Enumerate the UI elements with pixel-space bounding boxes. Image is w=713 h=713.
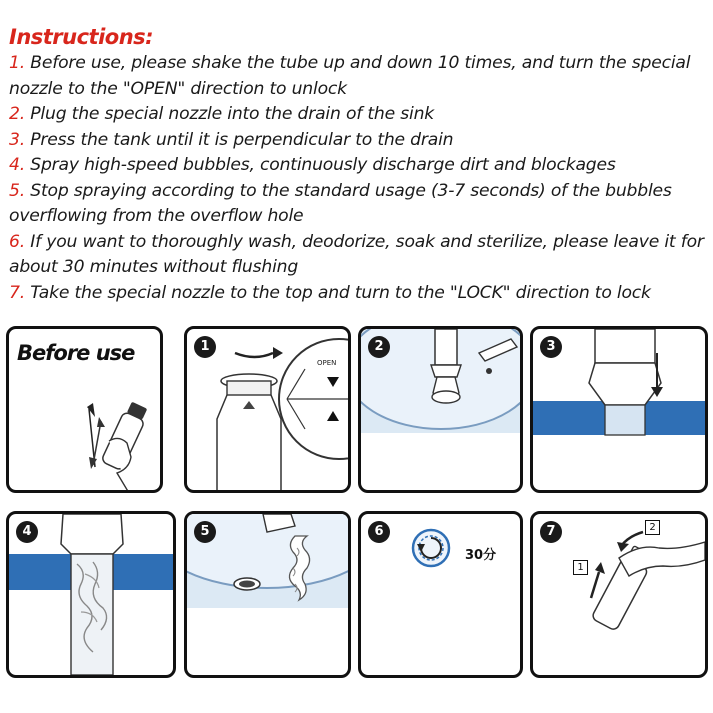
direction-mark-2: 2 [645,520,660,535]
step-text: Press the tank until it is perpendicular to the drain [25,129,454,150]
instruction-step-1 [9,51,709,102]
panel-before-use [6,326,163,493]
instruction-step-5 [9,179,709,230]
step-number: 1. [9,53,25,73]
step-text: Spray high-speed bubbles, continuously discharge dirt and blockages [25,155,616,175]
step-badge: 7 [540,521,562,543]
step-badge: 4 [16,521,38,543]
instruction-step-4 [9,153,709,179]
step-number: 6. [9,231,25,252]
step-text: Stop spraying according to the standard usage (3-7 seconds) of the bubbles overflowing from the overflow hole [9,180,672,226]
step-text: If you want to thoroughly wash, deodorize, soak and sterilize, please leave it for about 30 minutes without flushing [9,231,704,277]
step-text: Take the special nozzle to the top and turn to the "LOCK" direction to lock [25,282,651,303]
direction-mark-1: 1 [573,560,588,575]
step-badge: 3 [540,336,562,358]
instruction-step-2 [9,102,709,128]
instruction-step-6 [9,230,709,281]
step-text: Before use, please shake the tube up and down 10 times, and turn the special nozzle to the "OPEN" direction to unlock [9,53,691,99]
step-text: Plug the special nozzle into the drain of the sink [25,104,435,124]
step-number: 5. [9,180,25,201]
panel-step-4 [6,511,176,678]
step-badge: 1 [194,336,216,358]
step-number: 3. [9,129,25,150]
step-badge: 2 [368,336,390,358]
open-label: OPEN [317,359,337,367]
before-use-label: Before use [17,341,135,365]
panel-step-3 [530,326,708,493]
step-badge: 5 [194,521,216,543]
step-badge: 6 [368,521,390,543]
panel-step-1 [184,326,351,493]
step-number: 4. [9,155,25,175]
instruction-list [9,51,709,306]
instructions-title: Instructions: [9,25,154,49]
step-number: 2. [9,104,25,124]
step-number: 7. [9,282,25,303]
panel-step-5 [184,511,351,678]
panel-step-2 [358,326,523,493]
panel-step-7 [530,511,708,678]
thirty-minutes-label: 30分 [465,548,497,563]
instruction-step-7 [9,281,709,307]
panel-step-6 [358,511,523,678]
instruction-step-3 [9,128,709,154]
